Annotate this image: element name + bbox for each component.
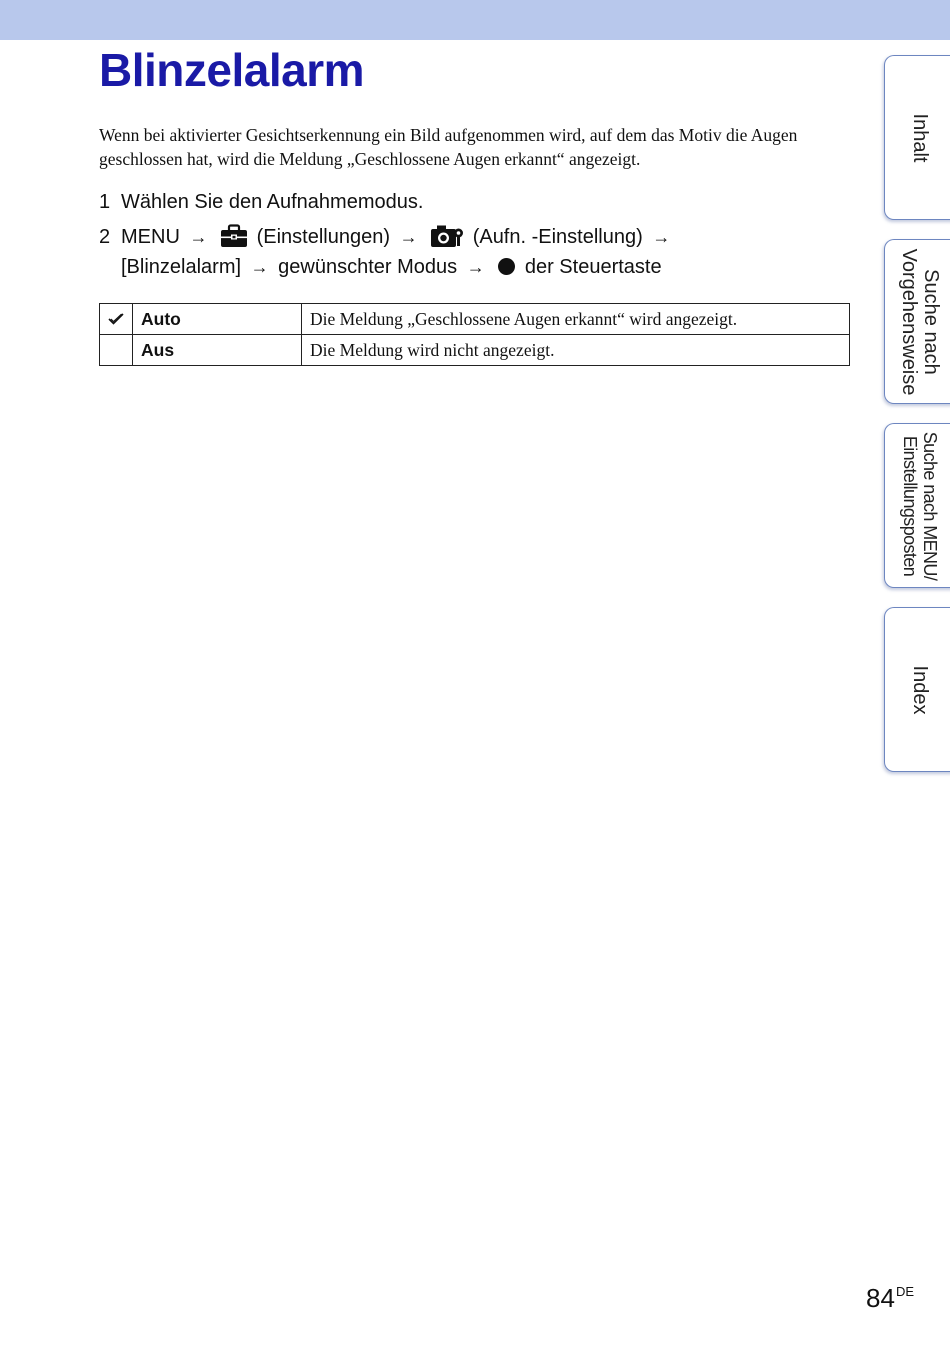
blinzelalarm-label: [Blinzelalarm]: [121, 256, 242, 278]
option-description: Die Meldung „Geschlossene Augen erkannt“ wird angezeigt.: [302, 304, 850, 335]
tab-menu-line2: Einstellungsposten: [900, 435, 920, 576]
tab-index-text: Index: [909, 665, 931, 714]
page-number-value: 84: [866, 1283, 895, 1313]
steuertaste-label: der Steuertaste: [524, 256, 662, 278]
empty-check-cell: [100, 335, 133, 366]
tab-menu-label: [900, 431, 940, 579]
aufn-einstellung-label: (Aufn. -Einstellung): [472, 226, 643, 248]
default-check-icon: [100, 304, 133, 335]
tab-inhalt-label: [909, 113, 931, 162]
option-name: Aus: [133, 335, 302, 366]
tab-index-label: [909, 665, 931, 714]
tab-inhalt[interactable]: [884, 55, 950, 220]
page-language-code: DE: [895, 1284, 914, 1299]
option-name: Auto: [133, 304, 302, 335]
tab-vorgehensweise-line1: Suche nach: [920, 268, 942, 375]
header-bar: [0, 0, 950, 40]
tab-menu-line1: Suche nach MENU/: [920, 431, 940, 580]
option-description: Die Meldung wird nicht angezeigt.: [302, 335, 850, 366]
tab-index[interactable]: [884, 607, 950, 772]
tab-menu-einstellungsposten[interactable]: [884, 423, 950, 588]
menu-label: MENU: [121, 226, 180, 248]
arrow-icon: →: [399, 227, 418, 247]
arrow-icon: →: [189, 227, 208, 247]
modus-label: gewünschter Modus: [278, 256, 458, 278]
intro-text: Wenn bei aktivierter Gesichtserkennung ein Bild aufgenommen wird, auf dem das Motiv die Augen geschlossen hat, wird die Meldung „Geschlossene Augen erkannt“ angezeigt.: [99, 125, 798, 169]
options-table: [99, 303, 850, 366]
table-row: [100, 335, 850, 366]
step-1-text: Wählen Sie den Aufnahmemodus.: [121, 191, 424, 213]
arrow-icon: →: [652, 227, 671, 247]
table-row: [100, 304, 850, 335]
step-1-number: 1: [99, 191, 111, 213]
arrow-icon: →: [466, 257, 485, 277]
arrow-icon: →: [250, 257, 269, 277]
tab-vorgehensweise[interactable]: [884, 239, 950, 404]
page-number: [866, 1283, 914, 1314]
step-1: [99, 187, 423, 217]
einstellungen-label: (Einstellungen): [256, 226, 390, 248]
intro-paragraph: [99, 123, 839, 171]
tab-vorgehensweise-label: [898, 248, 942, 395]
step-2-continued: [121, 252, 662, 282]
tab-vorgehensweise-line2: Vorgehensweise: [898, 248, 920, 395]
center-button-icon: [498, 258, 515, 275]
page-title: Blinzelalarm: [99, 44, 364, 96]
tab-inhalt-text: Inhalt: [909, 113, 931, 162]
step-2-number: 2: [99, 226, 111, 248]
